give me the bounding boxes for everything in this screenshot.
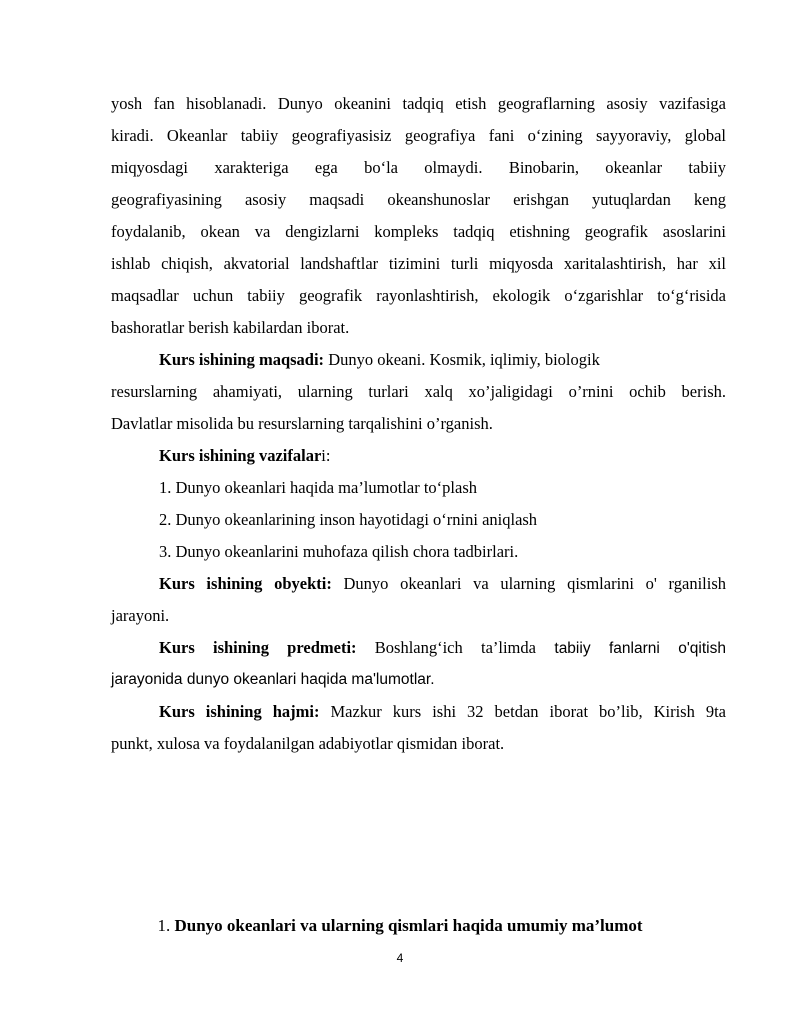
hajm-line: punkt, xulosa va foydalanilgan adabiyotlar qismidan iborat.: [111, 734, 505, 753]
maqsad-line: Davlatlar misolida bu resurslarning tarqalishini o’rganish.: [111, 414, 493, 433]
vazifalar-heading: [111, 440, 726, 472]
predmet-text: Boshlang‘ich ta’limda: [356, 638, 536, 657]
obyekt-text: Dunyo okeanlari va ularning qismlarini o' rganilish: [331, 574, 727, 593]
vazifalar-label-tail: i:: [321, 446, 331, 465]
intro-line: yosh fan hisoblanadi. Dunyo okeanini tadqiq etish geograflarning asosiy vazifasiga: [111, 94, 726, 113]
obyekt-paragraph: [111, 568, 726, 600]
maqsad-label: Kurs ishining maqsadi:: [159, 350, 325, 369]
body-text: [111, 88, 726, 760]
predmet-label: Kurs ishining predmeti:: [159, 638, 357, 657]
hajm-paragraph: [111, 696, 726, 728]
hajm-text: Mazkur kurs ishi 32 betdan iborat bo’lib, Kirish 9ta: [319, 702, 726, 721]
intro-line: ishlab chiqish, akvatorial landshaftlar tizimini turli miqyosda xaritalashtirish, har xil: [111, 254, 726, 273]
maqsad-paragraph: [111, 344, 726, 376]
predmet-text-sans: tabiiy fanlarni o'qitish: [535, 640, 726, 657]
vazifa-item: 3. Dunyo okeanlarini muhofaza qilish chora tadbirlari.: [159, 542, 519, 561]
obyekt-label: Kurs ishining obyekti:: [159, 574, 332, 593]
obyekt-line: jarayoni.: [111, 606, 170, 625]
intro-line: bashoratlar berish kabilardan iborat.: [111, 318, 350, 337]
intro-line: maqsadlar uchun tabiiy geografik rayonlashtirish, ekologik o‘zgarishlar to‘g‘risida: [111, 286, 726, 305]
intro-line: geografiyasining asosiy maqsadi okeanshunoslar erishgan yutuqlardan keng: [111, 190, 726, 209]
maqsad-text: Dunyo okeani. Kosmik, iqlimiy, biologik: [324, 350, 600, 369]
page-number: 4: [396, 951, 404, 965]
intro-line: foydalanib, okean va dengizlarni kompleks tadqiq etishning geografik asoslarini: [111, 222, 726, 241]
maqsad-line: resurslarning ahamiyati, ularning turlari xalq xo’jaligidagi o’rnini ochib berish.: [111, 382, 726, 401]
vazifalar-label: Kurs ishining vazifalar: [159, 446, 322, 465]
predmet-line: jarayonida dunyo okeanlari haqida ma'lumotlar.: [111, 671, 435, 688]
predmet-paragraph: [111, 632, 726, 664]
chapter-heading: [0, 910, 800, 942]
hajm-label: Kurs ishining hajmi:: [159, 702, 320, 721]
vazifa-item: 2. Dunyo okeanlarining inson hayotidagi o‘rnini aniqlash: [159, 510, 538, 529]
chapter-number: 1.: [157, 916, 171, 935]
chapter-title: Dunyo okeanlari va ularning qismlari haqida umumiy ma’lumot: [174, 916, 643, 935]
intro-line: miqyosdagi xarakteriga ega bo‘la olmaydi. Binobarin, okeanlar tabiiy: [111, 158, 726, 177]
vazifa-item: 1. Dunyo okeanlari haqida ma’lumotlar to‘plash: [159, 478, 477, 497]
intro-line: kiradi. Okeanlar tabiiy geografiyasisiz geografiya fani o‘zining sayyoraviy, global: [111, 126, 726, 145]
